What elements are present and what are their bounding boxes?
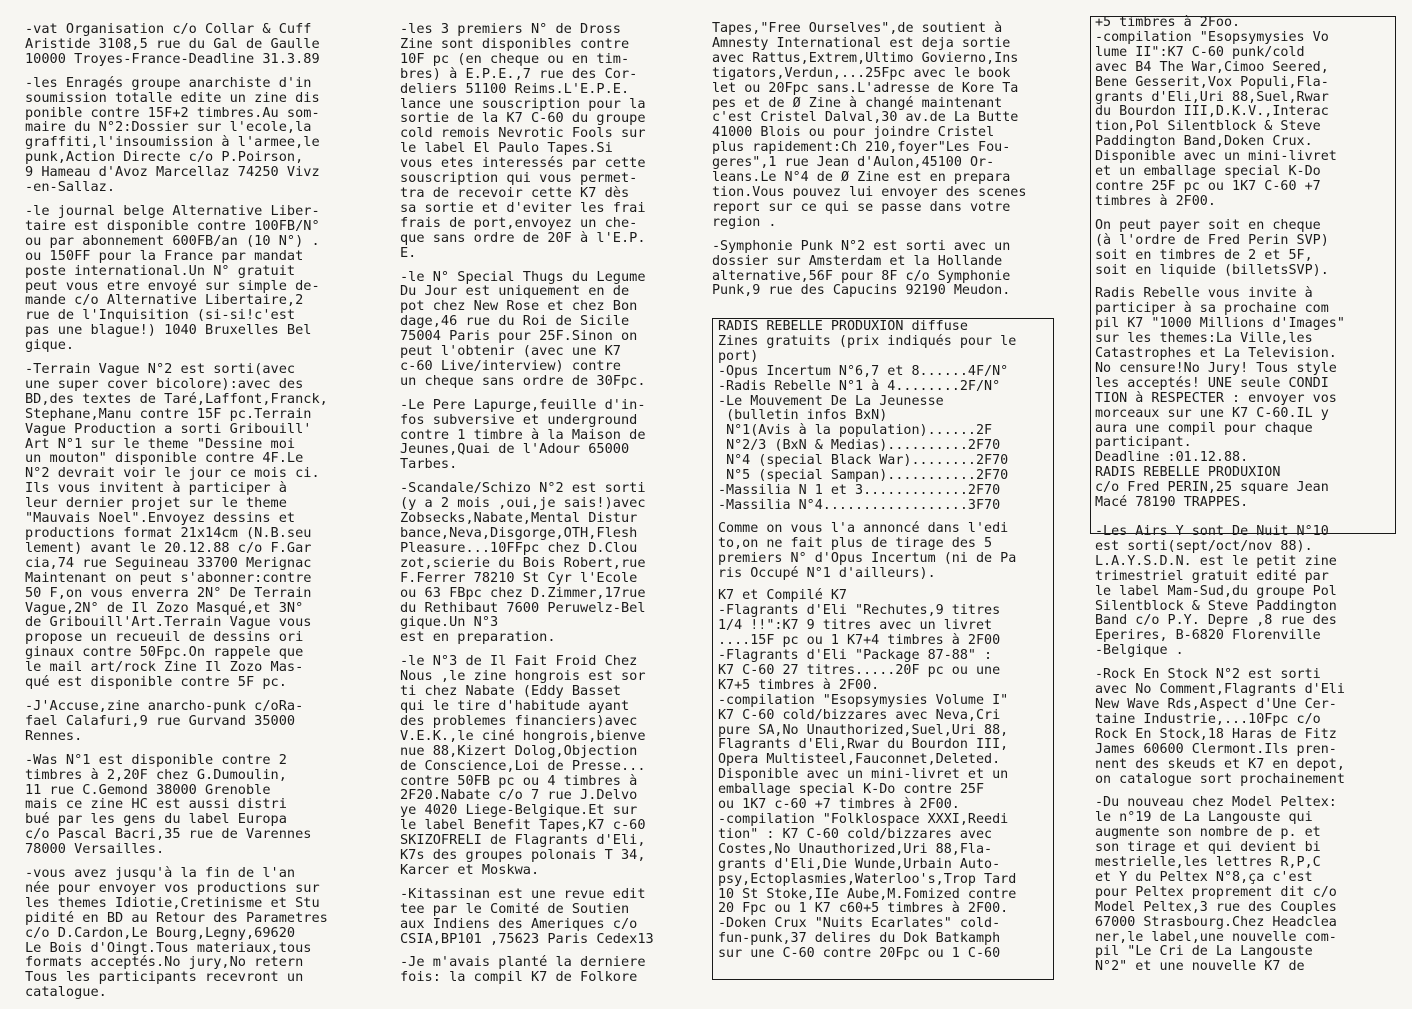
article-alternative-libertaire: -le journal belge Alternative Liber- taire est disponible contre 100FB/N° ou par abonnement 600FB/an (10 N°) . ou 150FF pour la France par mandat poste international.Un N° gratuit peut vous etre envoyé sur simple de- mande c/o Alternative Libertaire,2 rue de l'Inquisition (si-si!c'est pas une blague!) 1040 Bruxelles Bel gique.	[25, 202, 320, 354]
article-il-fait-froid: -le N°3 de Il Fait Froid Chez Nous ,le zine hongrois est sor ti chez Nabate (Eddy Basset qui le tire d'habitude ayant des problemes financiers)avec V.E.K.,le ciné hongrois,bienve nue 88,Kizert Dolog,Objection de Conscience,Loi de Presse... contre 50FB pc ou 4 timbres à 2F20.Nabate c/o 7 rue J.Delvo ye 4020 Liege-Belgique.Et sur le label Benefit Tapes,K7 c-60 SKIZOFRELI de Flagrants d'Eli, K7s des groupes polonais T 34, Karcer et Moskwa.	[400, 653, 646, 878]
article-compil-folkore: -Je m'avais planté la derniere fois: la compil K7 de Folkore	[400, 954, 646, 986]
zines-list: -Opus Incertum N°6,7 et 8......4F/N° -Radis Rebelle N°1 à 4........2F/N° -Le Mouvement De La Jeunesse (bulletin infos BxN) N°1(Avis à la population)......2F N°2/3 (BxN & Medias)..........2F70 N°4 (special Black War)........2F70 N°5 (special Sampan)...........2F70 -Massilia N 1 et 3.............2F70 -Massilia N°4..................3F70	[718, 363, 1009, 513]
column-4-rest	[1095, 525, 1410, 975]
article-free-ourselves: Tapes,"Free Ourselves",de soutient à Amnesty International est deja sortie avec Rattus,Extrem,Ultimo Govierno,Ins tigators,Verdun,...25Fpc avec le book let ou 20Fpc sans.L'adresse de Kore Ta pes et de Ø Zine à changé maintenant c'est Cristel Dalval,30 av.de La Butte 41000 Blois ou pour joindre Cristel plus rapidement:Ch 210,foyer"Les Fou- geres",1 rue Jean d'Aulon,45100 Or- leans.Le N°4 de Ø Zine est en prepara tion.Vous pouvez lui envoyer des scenes report sur ce qui se passe dans votre region .	[712, 21, 1027, 230]
article-retour-des-parametres: -vous avez jusqu'à la fin de l'an née pour envoyer vos productions sur les themes Idiotie,Cretinisme et Stu pidité en BD au Retour des Parametres c/o D.Cardon,Le Bourg,Legny,69620 Le Bois d'Oingt.Tous materiaux,tous formats acceptés.No jury,No retern Tous les participants recevront un catalogue.	[25, 865, 328, 1001]
column-3	[712, 22, 1062, 308]
box-heading: RADIS REBELLE PRODUXION diffuse	[718, 319, 968, 334]
column-2	[400, 22, 700, 994]
article-model-peltex: -Du nouveau chez Model Peltex: le n°19 de La Langouste qui augmente son nombre de p. et son tirage et qui devient bi mestrielle,les lettres R,P,C et Y du Peltex N°8,ça c'est pour Peltex proprement dit c/o Model Peltex,3 rue des Couples 67000 Strasbourg.Chez Headclea ner,le label,une nouvelle com- pil "Le Cri de La Langouste N°2" et une nouvelle K7 de	[1095, 795, 1337, 975]
k7-heading: K7 et Compilé K7	[718, 588, 847, 604]
article-thugs-du-legume: -le N° Special Thugs du Legume Du Jour est uniquement en de pot chez New Rose et chez Bon dage,46 rue du Roi de Sicile 75004 Paris pour 25F.Sinon on peut l'obtenir (avec une K7 c-60 Live/interview) contre un cheque sans ordre de 30Fpc.	[400, 268, 646, 389]
column-4	[1095, 15, 1410, 984]
column-4-boxed	[1095, 16, 1410, 511]
radis-rebelle-box	[718, 320, 1053, 962]
article-was: -Was N°1 est disponible contre 2 timbres à 2,20F chez G.Dumoulin, 11 rue C.Gemond 38000 Grenoble mais ce zine HC est aussi distri bué par les gens du label Europa c/o Pascal Bacri,35 rue de Varennes 78000 Versailles.	[25, 751, 312, 858]
article-kitassinan: -Kitassinan est une revue edit tee par le Comité de Soutien aux Indiens des Ameriques c/o CSIA,BP101 ,75623 Paris Cedex13	[400, 885, 654, 947]
article-vat-organisation: -vat Organisation c/o Collar & Cuff Aristide 3108,5 rue du Gal de Gaulle 10000 Troyes-France-Deadline 31.3.89	[25, 21, 320, 67]
article-les-airs-y-sont: -Les Airs Y sont De Nuit N°10 est sorti(sept/oct/nov 88). L.A.Y.S.D.N. est le petit zine trimestriel gratuit edité par le label Mam-Sud,du groupe Pol Silentblock & Steve Paddington Band c/o P.Y. Depre ,8 rue des Eperires, B-6820 Florenville -Belgique .	[1095, 524, 1337, 659]
article-dross-zine: -les 3 premiers N° de Dross Zine sont disponibles contre 10F pc (en cheque ou en tim- bres) à E.P.E.,7 rue des Cor- deliers 51100 Reims.L'E.P.E. lance une souscription pour la sortie de la K7 C-60 du groupe cold remois Nevrotic Fools sur le label El Paulo Tapes.Si vous etes interessés par cette souscription qui vous permet- tra de recevoir cette K7 dès sa sortie et d'eviter les frai frais de port,envoyez un che- que sans ordre de 20F à l'E.P. E.	[400, 21, 646, 261]
article-terrain-vague: -Terrain Vague N°2 est sorti(avec une super cover bicolore):avec des BD,des textes de Taré,Laffont,Franck, Stephane,Manu contre 15F pc.Terrain Vague Production a sorti Gribouill' Art N°1 sur le theme "Dessine moi un mouton" disponible contre 4F.Le N°2 devrait voir le jour ce mois ci. Ils vous invitent à participer à leur dernier projet sur le theme "Mauvais Noel".Envoyez dessins et productions format 21x14cm (N.B.seu lement) avant le 20.12.88 c/o F.Gar cia,74 rue Seguineau 33700 Merignac Maintenant on peut s'abonner:contre 50 F,on vous enverra 2N° De Terrain Vague,2N° de Il Zozo Masqué,et 3N° de Gribouill'Art.Terrain Vague vous propose un recueuil de dessins ori ginaux contre 50Fpc.On rappele que le mail art/rock Zine Il Zozo Mas- qué est disponible contre 5F pc.	[25, 361, 328, 691]
article-symphonie-punk: -Symphonie Punk N°2 est sorti avec un dossier sur Amsterdam et la Hollande alternative,56F pour 8F c/o Symphonie Punk,9 rue des Capucins 92190 Meudon.	[712, 238, 1011, 299]
zines-heading: Zines gratuits (prix indiqués pour le port)	[718, 333, 1017, 364]
article-payment-info: On peut payer soit en cheque (à l'ordre de Fred Perin SVP) soit en timbres de 2 et 5F, soit en liquide (billetsSVP).	[1095, 217, 1329, 278]
article-esopsymysies-vol2: +5 timbres à 2Foo. -compilation "Esopsymysies Vo lume II":K7 C-60 punk/cold avec B4 The War,Cimoo Seered, Bene Gesserit,Vox Populi,Fla- grants d'Eli,Uri 88,Suel,Rwar du Bourdon III,D.K.V.,Interac tion,Pol Silentblock & Steve Paddington Band,Doken Crux. Disponible avec un mini-livret et un emballage special K-Do contre 25F pc ou 1K7 C-60 +7 timbres à 2F00.	[1095, 15, 1337, 209]
article-les-enrages: -les Enragés groupe anarchiste d'in soumission totalle edite un zine dis ponible contre 15F+2 timbres.Au som- maire du N°2:Dossier sur l'ecole,la graffiti,l'insoumission à l'armee,le punk,Action Directe c/o P.Poirson, 9 Hameau d'Avoz Marcellaz 74250 Vivz -en-Sallaz.	[25, 74, 320, 196]
article-pere-lapurge: -Le Pere Lapurge,feuille d'in- fos subversive et underground contre 1 timbre à la Maison de Jeunes,Quai de l'Adour 65000 Tarbes.	[400, 396, 646, 473]
column-1	[25, 22, 375, 1009]
k7-list: -Flagrants d'Eli "Rechutes,9 titres 1/4 !!":K7 9 titres avec un livret ....15F pc ou 1 K7+4 timbres à 2F00 -Flagrants d'Eli "Package 87-88" : K7 C-60 27 titres.....20F pc ou une K7+5 timbres à 2F00. -compilation "Esopsymysies Volume I" K7 C-60 cold/bizzares avec Neva,Cri pure SA,No Unauthorized,Suel,Uri 88, Flagrants d'Eli,Rwar du Bourdon III, Opera Multisteel,Fauconnet,Deleted. Disponible avec un mini-livret et un emballage special K-Do contre 25F ou 1K7 c-60 +7 timbres à 2F00. -compilation "Folklospace XXXI,Reedi tion" : K7 C-60 cold/bizzares avec Costes,No Unauthorized,Uri 88,Fla- grants d'Eli,Die Wunde,Urbain Auto- psy,Ectoplasmies,Waterloo's,Trop Tard 10 St Stoke,IIe Aube,M.Fomized contre 20 Fpc ou 1 K7 c60+5 timbres à 2F00. -Doken Crux "Nuits Ecarlates" cold- fun-punk,37 delires du Dok Batkamph sur une C-60 contre 20Fpc ou 1 C-60	[718, 603, 1017, 962]
article-j-accuse: -J'Accuse,zine anarcho-punk c/oRa- fael Calafuri,9 rue Gurvand 35000 Rennes.	[25, 697, 304, 744]
article-rock-en-stock: -Rock En Stock N°2 est sorti avec No Comment,Flagrants d'Eli New Wave Rds,Aspect d'Une Cer- taine Industrie,...10Fpc c/o Rock En Stock,18 Haras de Fitz James 60600 Clermont.Ils pren- nent des skeuds et K7 en depot, on catalogue sort prochainement	[1095, 667, 1345, 787]
box-rule-left	[1090, 16, 1091, 533]
article-scandale-schizo: -Scandale/Schizo N°2 est sorti (y a 2 mois ,oui,je sais!)avec Zobsecks,Nabate,Mental Distur bance,Neva,Disgorge,OTH,Flesh Pleasure...10FFpc chez D.Clou zot,scierie du Bois Robert,rue F.Ferrer 78210 St Cyr l'Ecole ou 63 FBpc chez D.Zimmer,17rue du Rethibaut 7600 Peruwelz-Bel gique.Un N°3 est en preparation.	[400, 480, 646, 646]
box-note: Comme on vous l'a annoncé dans l'edi to,on ne fait plus de tirage des 5 premiers N° d'Opus Incertum (ni de Pa ris Occupé N°1 d'ailleurs).	[718, 520, 1017, 581]
article-compil-invitation: Radis Rebelle vous invite à participer à sa prochaine com pil K7 "1000 Millions d'Images" sur les themes:La Ville,les Catastrophes et La Television. No censure!No Jury! Tous style les acceptés! UNE seule CONDI TION à RESPECTER : envoyer vos morceaux sur une K7 C-60.IL y aura une compil pour chaque participant. Deadline :01.12.88. RADIS REBELLE PRODUXION c/o Fred PERIN,25 square Jean Macé 78190 TRAPPES.	[1095, 286, 1345, 511]
